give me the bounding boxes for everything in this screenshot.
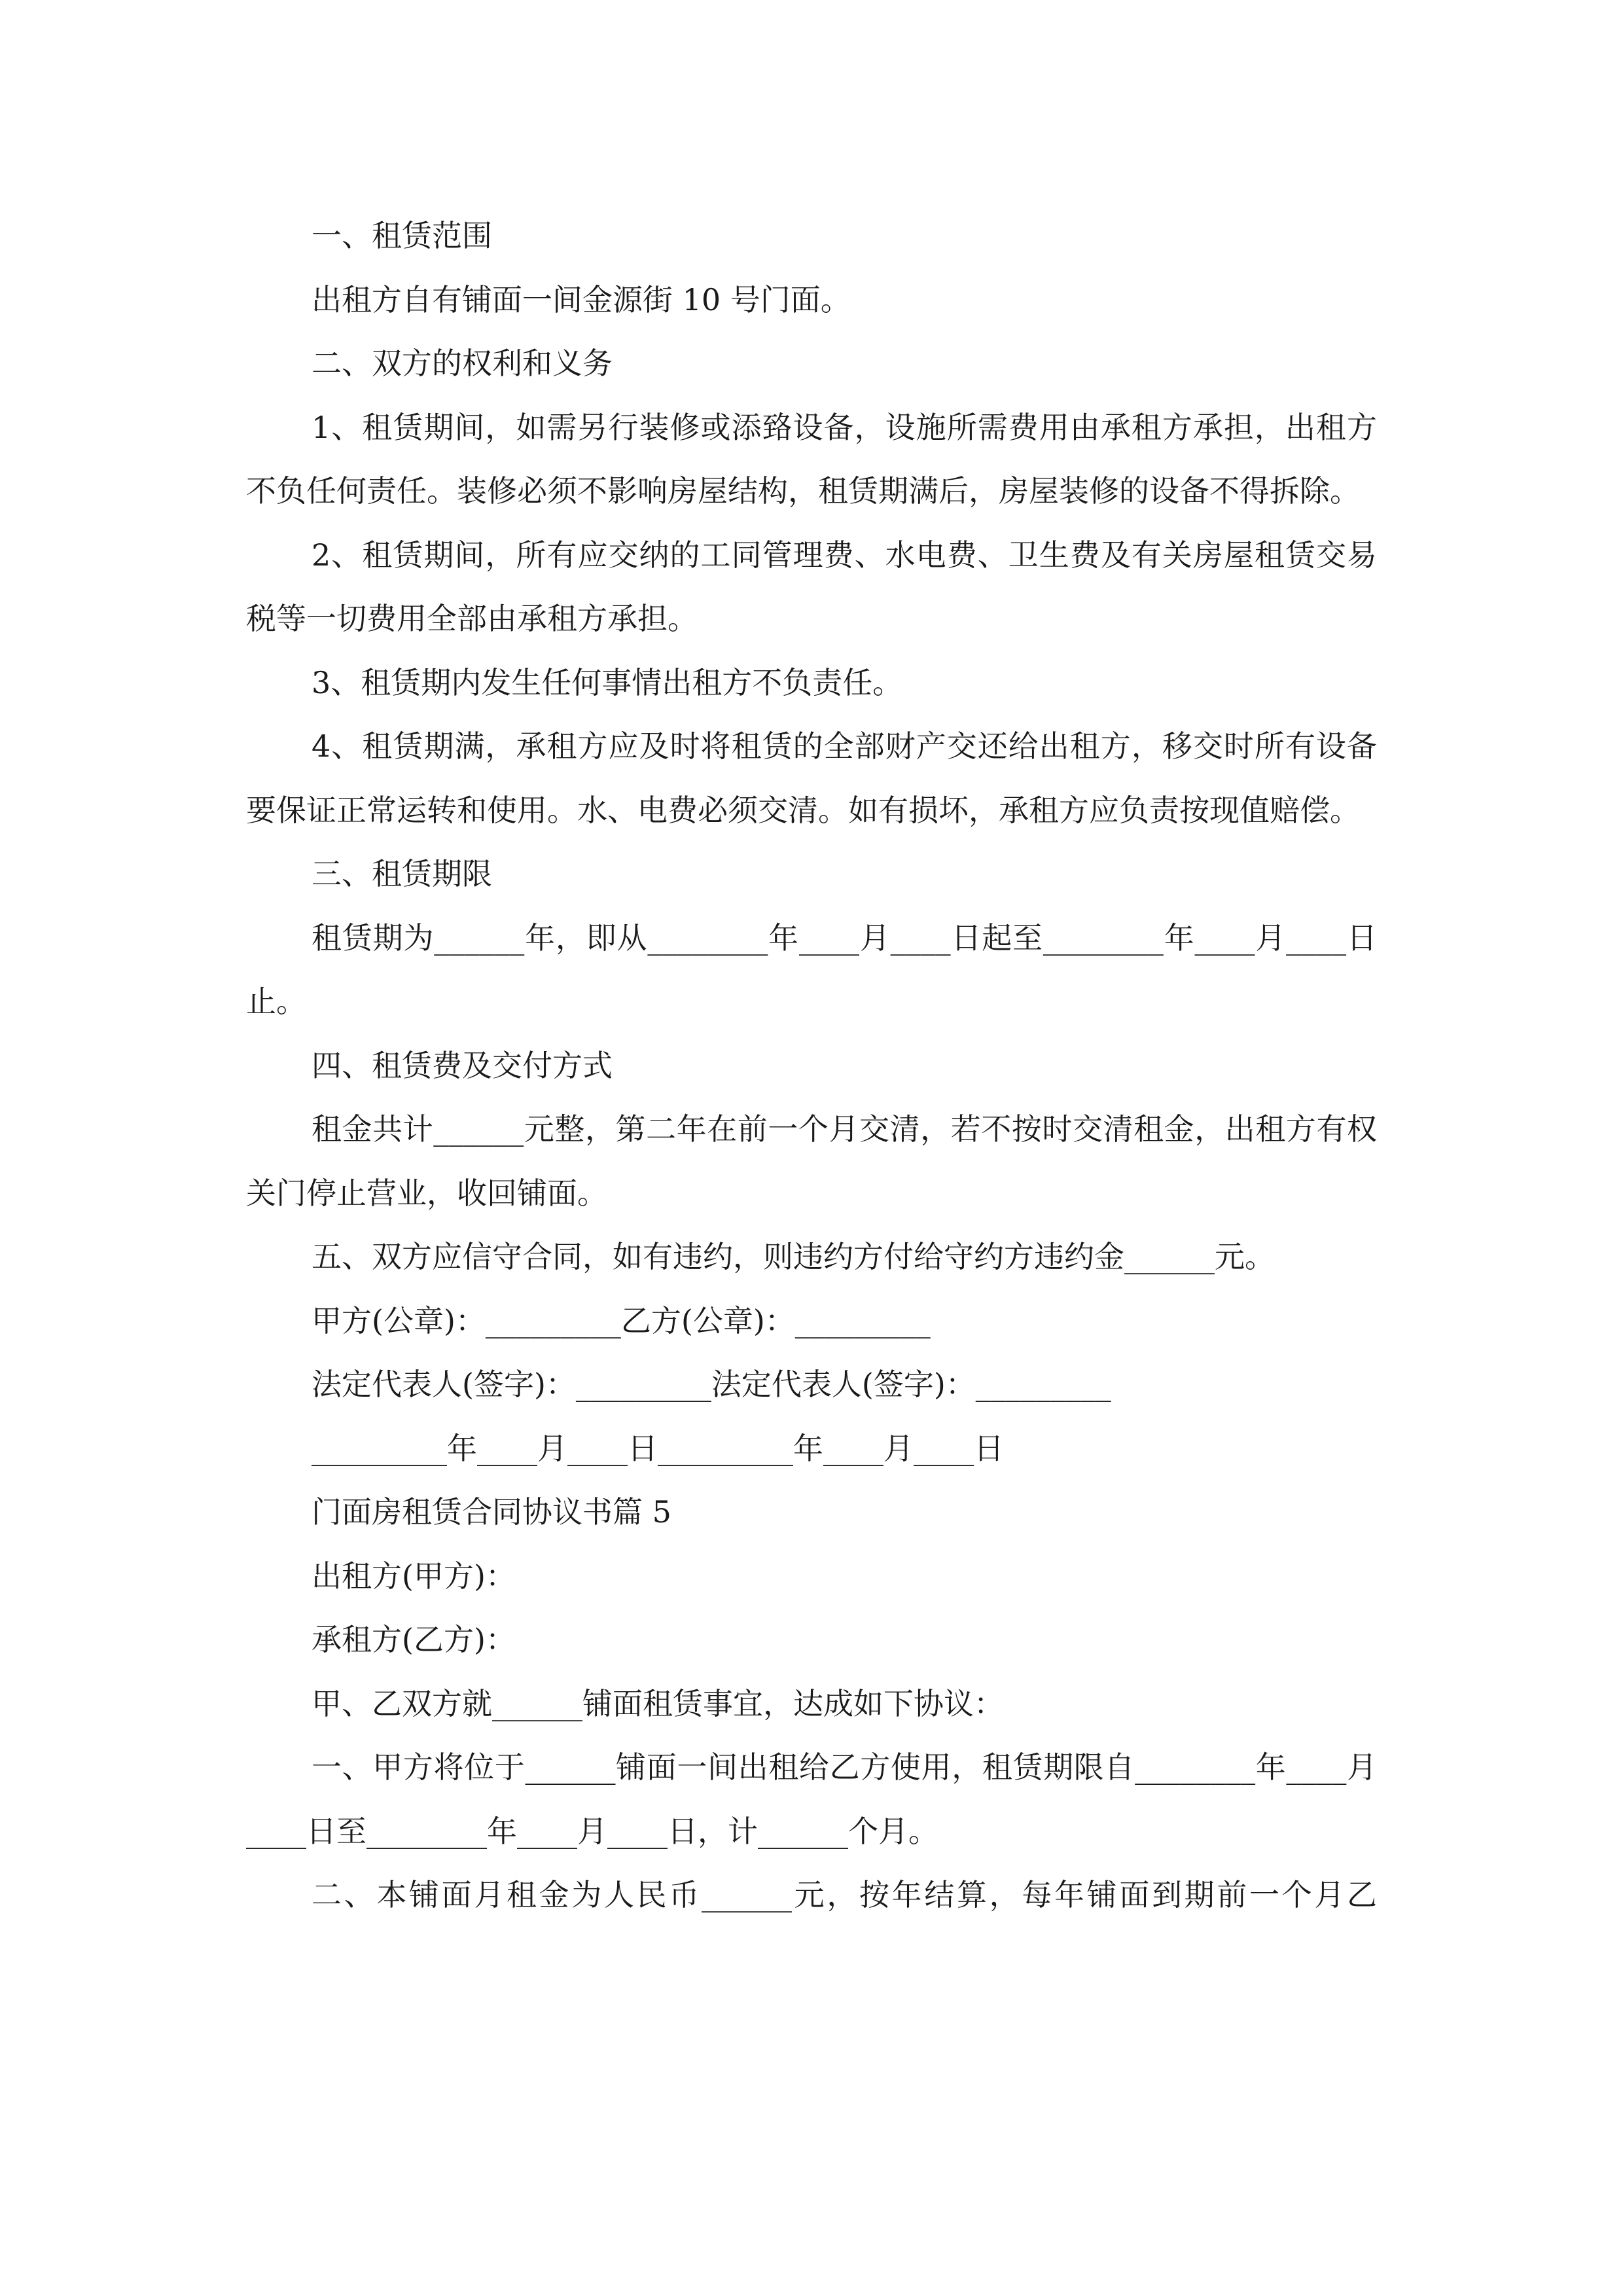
paragraph: 一、甲方将位于______铺面一间出租给乙方使用，租赁期限自________年____月____日至________年____月____日，计______个月。 xyxy=(246,1749,1377,1849)
paragraph: 4、租赁期满，承租方应及时将租赁的全部财产交还给出租方，移交时所有设备要保证正常运转和使用。水、电费必须交清。如有损坏，承租方应负责按现值赔偿。 xyxy=(246,728,1377,828)
signature-line-representatives: 法定代表人(签字)：_________法定代表人(签字)：_________ xyxy=(312,1367,1111,1402)
document-subtitle: 门面房租赁合同协议书篇 5 xyxy=(312,1494,671,1530)
signature-line-dates: _________年____月____日_________年____月____日 xyxy=(312,1430,1004,1466)
section-heading-lease-scope: 一、租赁范围 xyxy=(312,218,492,253)
paragraph: 五、双方应信守合同，如有违约，则违约方付给守约方违约金______元。 xyxy=(312,1239,1275,1274)
section-heading-rent-payment: 四、租赁费及交付方式 xyxy=(312,1047,613,1083)
section-heading-lease-term: 三、租赁期限 xyxy=(312,856,492,891)
paragraph: 出租方自有铺面一间金源街 10 号门面。 xyxy=(312,281,851,317)
document-page xyxy=(246,204,1377,1928)
paragraph: 甲、乙双方就______铺面租赁事宜，达成如下协议： xyxy=(312,1685,1004,1721)
party-lessor: 出租方(甲方)： xyxy=(312,1558,516,1594)
paragraph: 2、租赁期间，所有应交纳的工同管理费、水电费、卫生费及有关房屋租赁交易税等一切费用全部由承租方承担。 xyxy=(246,537,1377,636)
signature-line-seals: 甲方(公章)：_________乙方(公章)：_________ xyxy=(312,1302,931,1338)
section-heading-rights-obligations: 二、双方的权利和义务 xyxy=(312,346,613,381)
paragraph: 1、租赁期间，如需另行装修或添臵设备，设施所需费用由承租方承担，出租方不负任何责任。装修必须不影响房屋结构，租赁期满后，房屋装修的设备不得拆除。 xyxy=(246,409,1377,509)
party-lessee: 承租方(乙方)： xyxy=(312,1622,516,1657)
paragraph: 3、租赁期内发生任何事情出租方不负责任。 xyxy=(312,664,903,700)
paragraph: 租金共计______元整，第二年在前一个月交清，若不按时交清租金，出租方有权关门停止营业，收回铺面。 xyxy=(246,1111,1377,1211)
paragraph: 二、本铺面月租金为人民币______元，按年结算，每年铺面到期前一个月乙 xyxy=(312,1877,1377,1912)
paragraph: 租赁期为______年，即从________年____月____日起至________年____月____日止。 xyxy=(246,920,1377,1019)
